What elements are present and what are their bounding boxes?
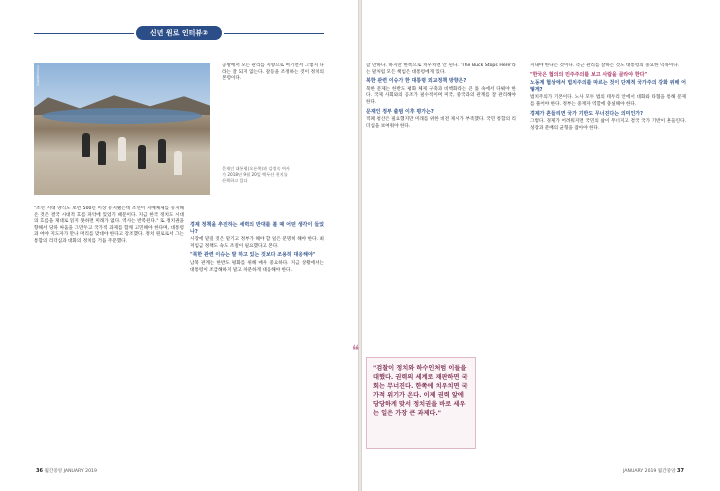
pull-quote: "검찰이 정치와 하수인처럼 이들을 대했다. 권력의 세계로 재판하면 국회는 무너진다. 한쪽에 치우치면 국가적 위기가 온다. 이제 권력 앞에 당당하게 맞서 정치권을 바로 세우는 일은 가장 큰 과제다." (366, 357, 476, 449)
question-heading: 노동계 협상에서 법치주의를 따르는 것이 단계적 국가주의 강화 위해 어떻게? (530, 80, 686, 93)
right-column-1b (482, 357, 522, 457)
answer-text: 그렇다. 경제가 어려워지면 국민의 삶이 무너지고 결국 국가 기반이 흔들린다. 성장과 분배의 균형을 잡아야 한다. (530, 119, 686, 131)
left-page (0, 0, 358, 491)
left-column-2 (222, 63, 324, 163)
footer-text: JANUARY 2019 월간중앙 (623, 469, 676, 474)
answer-text: 법치주의가 기본이다. 노사 모두 법의 테두리 안에서 대화와 타협을 통해 문제를 풀어야 한다. 정부는 중재자 역할에 충실해야 한다. (530, 95, 686, 107)
question-heading: 문재인 정부 출범 이후 평가는? (366, 108, 434, 115)
photo-person (158, 139, 166, 163)
photo-caption: 문재인 대통령(오른쪽)과 김정숙 여사가 2018년 9월 20일 백두산 천지를 산책하고 있다 (222, 166, 290, 183)
footer-text: 월간중앙 JANUARY 2019 (44, 469, 97, 474)
page-number: 37 (677, 468, 684, 474)
right-footer (623, 468, 684, 474)
column-intro: 할 만하다. 하지만 한쪽으로 치우치면 안 된다. 'The Buck Stops Here'라는 말처럼 모든 책임은 대통령에게 있다. (366, 63, 516, 75)
photo-person (98, 141, 106, 165)
question-heading: 경제 정책을 추진하는 세력의 반대를 볼 때 어떤 생각이 들었나? (190, 222, 324, 235)
photo-lake (42, 108, 202, 124)
question-heading: 북한 관련 이슈가 한 대통령 외교정책 방향은? (366, 78, 467, 85)
photo-person (138, 145, 146, 169)
column-intro: 공방에서 모든 관리를 지향으로 여기면서 그렇지 나라는 잘 되지 않는다. 갈등을 조정하는 것이 정치의 본령이다. (222, 63, 324, 82)
column-intro: 지내야 한다는 것이다. 측근 관리를 잘하는 것도 대통령의 중요한 덕목이다. (530, 63, 680, 68)
column-lead: "조선 시대 양식도 보면 500년 이상 유지됐는데 조선이 지배체제를 유지해 온 것은 결국 시대적 흐름 파악에 있었기 때문이다. 지금 한국 정치도 시대의 흐름을 제대로 읽지 못하면 미래가 없다. 역사는 반복된다." (34, 206, 184, 225)
right-column-1 (366, 63, 516, 343)
right-column-2 (530, 63, 686, 459)
page-number: 36 (36, 468, 43, 474)
answer-text: 적폐 청산은 필요했지만 미래를 위한 비전 제시가 부족했다. 국민 통합의 리더십을 보여줘야 한다. (366, 117, 516, 129)
question-heading: 경제가 흔들리면 국가 기반도 무너진다는 의미인가? (530, 110, 644, 117)
quote-icon: ❝ (352, 343, 360, 359)
left-footer (36, 468, 97, 474)
photo-person (174, 151, 182, 175)
section-header: 신년 원로 인터뷰② (136, 26, 222, 40)
answer-text: 남북 관계는 한반도 평화를 위해 매우 중요하다. 지금 상황에서는 대통령이 조급해하지 말고 차분하게 대응해야 한다. (190, 260, 324, 273)
photo-credit: 사진공동취재단 (36, 65, 40, 86)
section-subheading: "한국은 협의의 민주주의를 보고 사람을 골라야 한다" (530, 71, 648, 78)
answer-text: 시장에 맡길 것은 맡기고 정부가 해야 할 일은 분명히 해야 한다. 최저임금 정책도 속도 조절이 필요했다고 본다. (190, 237, 324, 249)
column-body: 또 정치권을 향해서 당파 싸움을 그만두고 국가적 과제를 함께 고민해야 한다며, 대통령과 여야 지도자가 만나 머리를 맞대야 한다고 강조했다. 정치 원로로서 그는 통합의 리더십과 대화의 정치를 거듭 주문했다. (34, 219, 184, 244)
section-subheading: "북한 관련 이슈는 말 하고 있는 것보다 조용히 대응해야" (190, 252, 316, 259)
left-column-2b (190, 220, 324, 461)
answer-text: 북한 문제는 한반도 평화 체제 구축과 비핵화라는 큰 틀 속에서 다뤄야 한다. 국제 사회와의 공조가 필수적이며 미국, 중국과의 관계를 잘 관리해야 한다. (366, 86, 516, 105)
header-rule-left (34, 33, 134, 34)
article-photo (34, 63, 210, 195)
header-rule-right (224, 33, 324, 34)
photo-person (118, 137, 126, 161)
photo-person (82, 133, 90, 157)
left-column-1 (34, 206, 184, 461)
